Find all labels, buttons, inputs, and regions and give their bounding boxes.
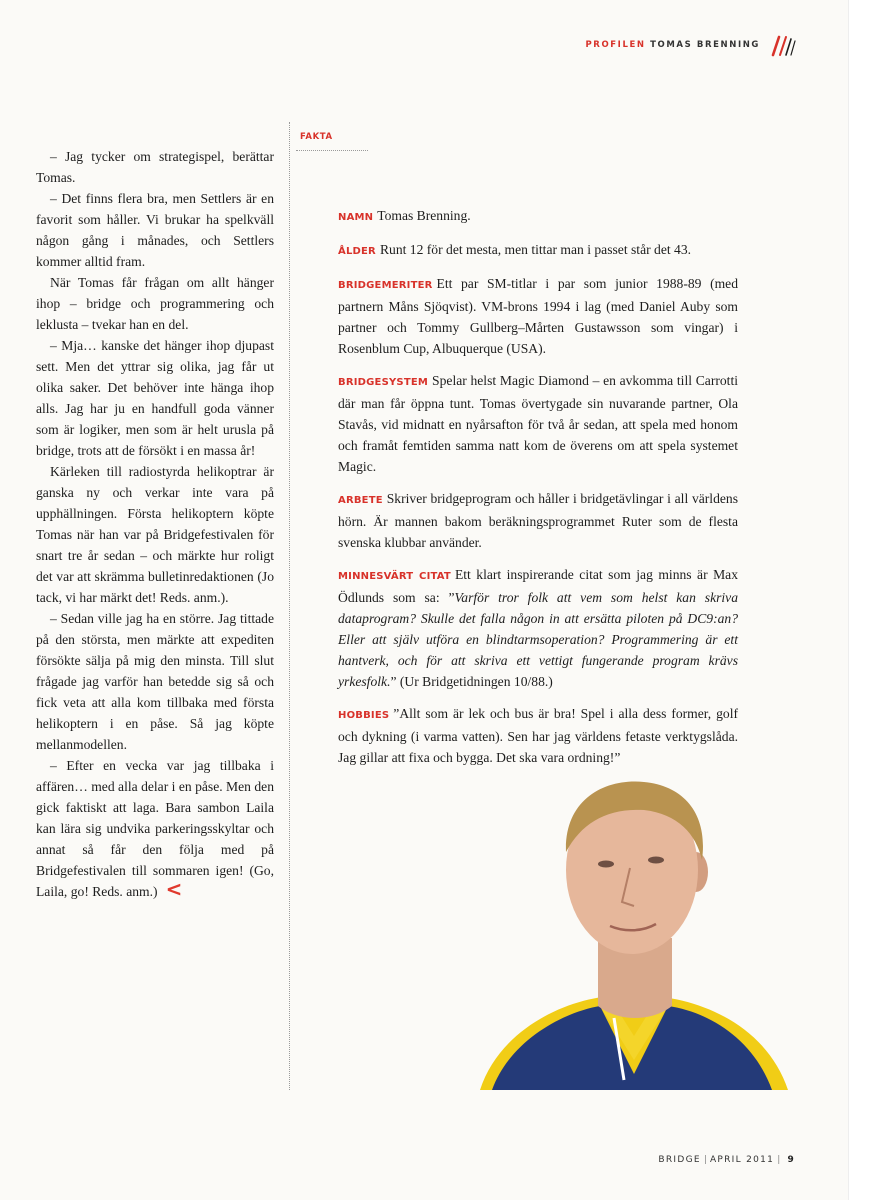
entry-text: Tomas Brenning.: [377, 208, 471, 223]
last-paragraph: [36, 755, 274, 902]
end-mark-icon: <: [165, 877, 183, 901]
page-edge: [848, 0, 869, 1200]
entry-text: Ett par SM-titlar i par som junior 1988-89 (med partnern Måns Sjöqvist). VM-brons 1994 i lag (med Daniel Auby som partner och Tommy Gullberg–Mårten Gustawsson som vingar) i Rosenblum Cup, Albuquerque (USA).: [338, 276, 738, 356]
paragraph: – Mja… kanske det hänger ihop djupast sett. Men det yttrar sig olika, jag får ut olika saker. Det behöver inte hänga ihop alls. Jag har ju en handfull goda vänner som är logiker, men som är helt urusla på bridge, trots att de försökt i en massa år!: [36, 338, 274, 458]
paragraph: Kärleken till radiostyrda helikoptrar är ganska ny och verkar inte vara på upphällningen. Första helikoptern köpte Tomas när han var på Bridgefestivalen för snart tre år sedan – och märkte hur roligt det var att skrämma bulletinredaktionen (Jo tack, vi har märkt det! Reds. anm.).: [36, 464, 274, 605]
entry-label: ÅLDER: [338, 246, 376, 257]
running-head: [560, 40, 760, 50]
article-left-column: [36, 146, 274, 902]
fakta-entry-arbete: [338, 488, 738, 553]
entry-label: BRIDGESYSTEM: [338, 377, 429, 388]
entry-label: ARBETE: [338, 495, 383, 506]
fakta-entry-meriter: [338, 273, 738, 359]
running-head-name: TOMAS BRENNING: [650, 40, 760, 50]
entry-text: Runt 12 för det mesta, men tittar man i passet står det 43.: [379, 242, 692, 257]
separator: |: [703, 1155, 707, 1165]
entry-label: MINNESVÄRT CITAT: [338, 571, 451, 582]
paragraph: När Tomas får frågan om allt hänger ihop – bridge och programmering och leklusta – tvekar han en del.: [36, 275, 274, 332]
fakta-box: [338, 205, 738, 779]
separator: |: [777, 1155, 781, 1165]
page-footer: [600, 1155, 795, 1165]
quote-text: Varför tror folk att vem som helst kan skriva dataprogram? Skulle det falla någon in att ersätta piloten på DC9:an? Eller att själv utföra en blindtarmsoperation? Programmering är ett hantverk, och för att skriva ett vettigt fungerande program krävs yrkesfolk.: [338, 590, 738, 689]
paragraph: – Sedan ville jag ha en större. Jag tittade på den största, men märkte att expediten försökte sälja på mig den minsta. Till slut frågade jag varför han betedde sig så och fick veta att alla kom tillbaka med första helikoptern i en påse. Så jag köpte mellanmodellen.: [36, 611, 274, 752]
entry-text: ”Allt som är lek och bus är bra! Spel i alla dess former, golf och dykning (i varma vatten). Sen har jag världens fetaste verktygslåda. Jag gillar att fixa och bygga. Det ska vara ordning!”: [338, 706, 738, 765]
paragraph: – Det finns flera bra, men Settlers är en favorit som håller. Vi brukar ha spelkväll någon gång i månades, och Settlers kommer alltid fram.: [36, 191, 274, 269]
entry-label: BRIDGEMERITER: [338, 280, 433, 291]
entry-label: HOBBIES: [338, 710, 390, 721]
fakta-entry-citat: [338, 564, 738, 692]
section-label: PROFILEN: [585, 40, 646, 50]
fakta-entry-system: [338, 370, 738, 477]
fakta-entry-namn: [338, 205, 738, 228]
portrait-photo: [472, 760, 788, 1090]
column-divider: [289, 122, 290, 1090]
fakta-rule: [296, 150, 368, 151]
quote-source: ” (Ur Bridgetidningen 10/88.): [390, 674, 553, 689]
paragraph-text: – Efter en vecka var jag tillbaka i affären… med alla delar i en påse. Men den gick faktiskt att laga. Bara sambon Laila kan lära sig undvika parkeringsskyltar och annat så får den följa med på Bridgefestivalen till sommaren igen! (Go, Laila, go! Reds. anm.): [36, 758, 274, 899]
magazine-name: BRIDGE: [658, 1155, 701, 1165]
bridge-logo-icon: [769, 35, 797, 57]
entry-label: NAMN: [338, 212, 374, 223]
entry-text: Ett klart inspirerande citat som jag minns är Max Ödlunds som sa: ”: [338, 567, 738, 605]
issue-date: APRIL 2011: [709, 1155, 775, 1165]
fakta-heading: FAKTA: [300, 132, 333, 142]
fakta-entry-hobbies: [338, 703, 738, 768]
paragraph: – Jag tycker om strategispel, berättar Tomas.: [36, 149, 274, 185]
entry-text: Skriver bridgeprogram och håller i bridgetävlingar i all världens hörn. Är mannen bakom beräkningsprogrammet Ruter som de flesta svenska klubbar använder.: [338, 491, 738, 550]
entry-text: Spelar helst Magic Diamond – en avkomma till Carrotti där man får öppna tunt. Tomas övertygade sin nuvarande partner, Ola Stavås, vid midnatt en nyårsafton för två år sedan, att spela med honom och framåt femtiden samma natt kom de överens om att spela systemet Magic.: [338, 373, 738, 474]
fakta-entry-alder: [338, 239, 738, 262]
page-number: 9: [787, 1155, 795, 1165]
